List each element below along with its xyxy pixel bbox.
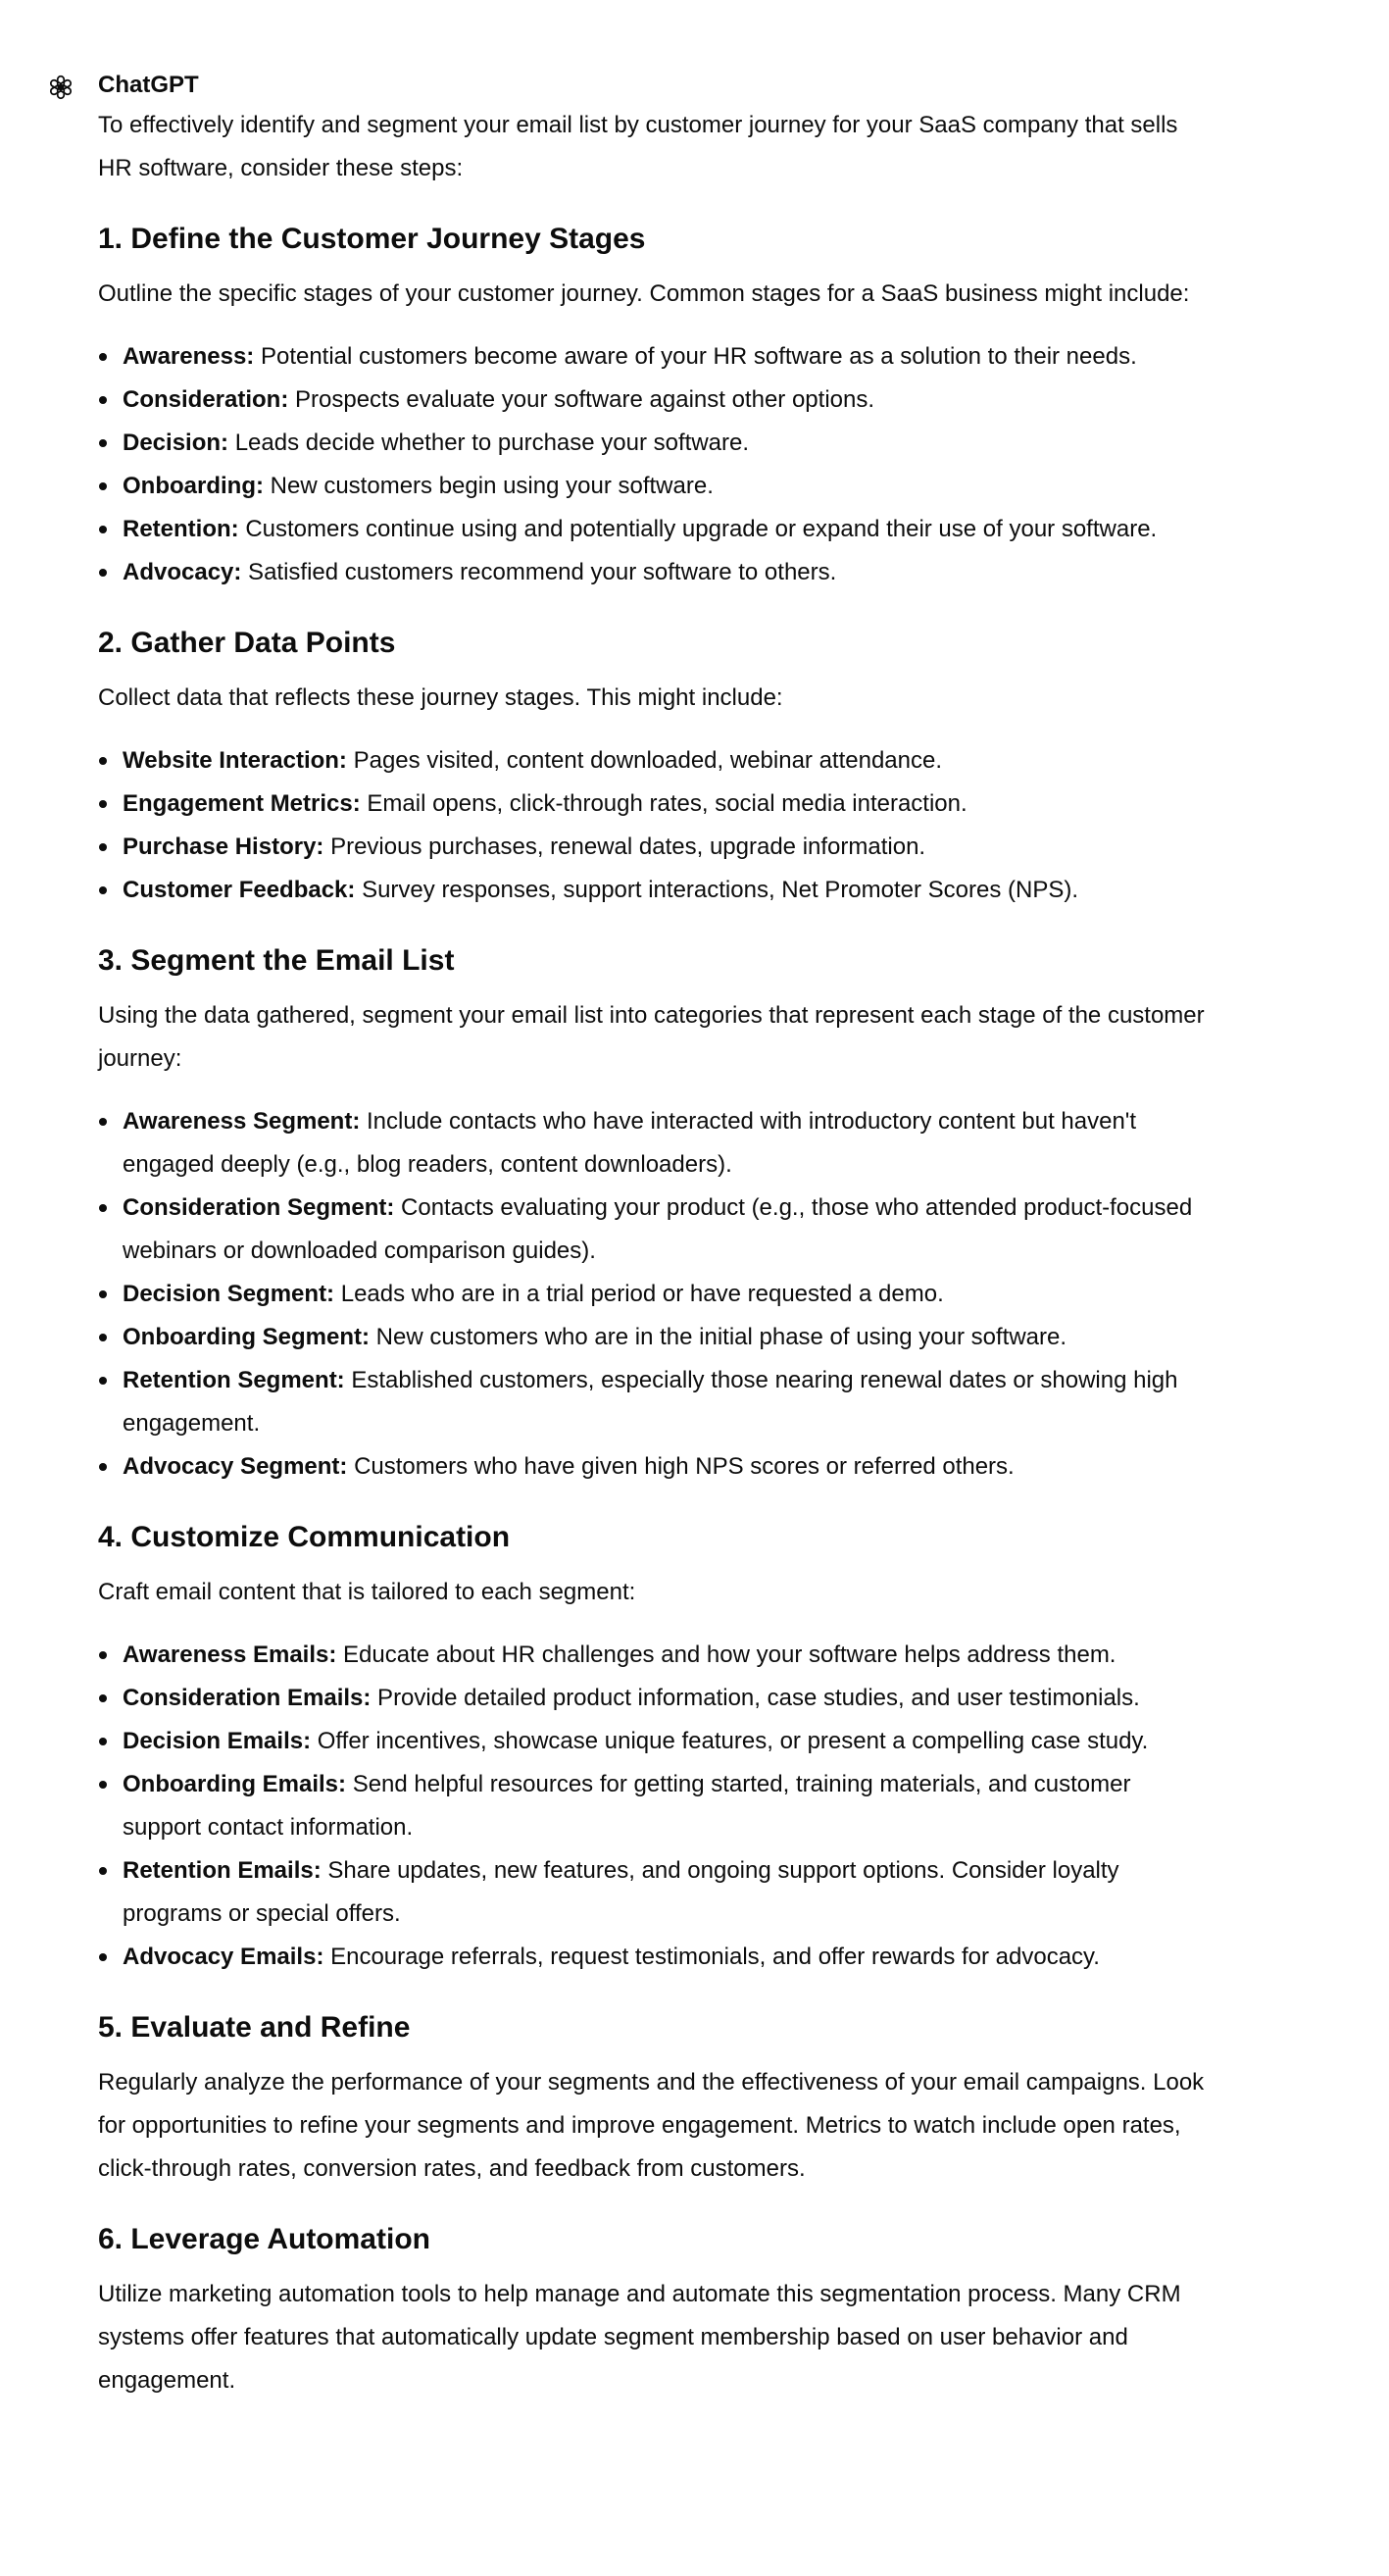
list-item-text: Established customers, especially those nearing renewal dates or showing high engagement. <box>123 1367 1178 1437</box>
list-item-text: Encourage referrals, request testimonials, and offer rewards for advocacy. <box>323 1944 1100 1970</box>
list-item-term: Customer Feedback: <box>123 877 356 903</box>
list-item <box>123 1936 1215 1979</box>
list-item-term: Retention Segment: <box>123 1367 345 1393</box>
list-item-term: Awareness: <box>123 343 255 370</box>
list-item <box>123 551 1215 594</box>
list-item <box>123 422 1215 465</box>
list-item-text: Satisfied customers recommend your software to others. <box>241 559 837 585</box>
list-item <box>123 739 1215 783</box>
bullet-list <box>98 1100 1215 1489</box>
list-item-text: Contacts evaluating your product (e.g., those who attended product-focused webinars or downloaded comparison guides). <box>123 1194 1193 1264</box>
section-heading: 4. Customize Communication <box>98 1521 511 1553</box>
list-item <box>123 1273 1215 1316</box>
list-item-text: Potential customers become aware of your HR software as a solution to their needs. <box>254 343 1137 370</box>
list-item-text: Customers continue using and potentially upgrade or expand their use of your software. <box>238 516 1158 542</box>
list-item <box>123 1720 1215 1763</box>
list-item-text: Survey responses, support interactions, Net Promoter Scores (NPS). <box>355 877 1079 903</box>
openai-logo-icon <box>46 73 75 102</box>
list-item-term: Purchase History: <box>123 833 324 860</box>
list-item-term: Engagement Metrics: <box>123 790 361 817</box>
list-item <box>123 1316 1215 1359</box>
list-item-term: Awareness Emails: <box>123 1642 337 1668</box>
list-item-term: Advocacy Segment: <box>123 1453 348 1480</box>
section-heading: 2. Gather Data Points <box>98 627 396 659</box>
intro-paragraph: To effectively identify and segment your email list by customer journey for your SaaS company that sells HR software, consider these steps: <box>98 112 1178 181</box>
list-item-text: New customers who are in the initial phase of using your software. <box>370 1324 1067 1350</box>
list-item <box>123 869 1215 912</box>
list-item <box>123 1763 1215 1849</box>
list-item-text: Offer incentives, showcase unique features, or present a compelling case study. <box>311 1728 1149 1754</box>
list-item <box>123 1849 1215 1936</box>
section-heading: 6. Leverage Automation <box>98 2223 430 2255</box>
list-item <box>123 379 1215 422</box>
list-item-text: Pages visited, content downloaded, webinar attendance. <box>346 747 943 774</box>
bullet-list <box>98 335 1215 594</box>
list-item-term: Advocacy: <box>123 559 242 585</box>
list-item <box>123 1445 1215 1489</box>
list-item-text: Share updates, new features, and ongoing support options. Consider loyalty programs or special offers. <box>123 1857 1119 1927</box>
list-item <box>123 1359 1215 1445</box>
list-item <box>123 783 1215 826</box>
list-item-term: Website Interaction: <box>123 747 347 774</box>
list-item-text: Educate about HR challenges and how your software helps address them. <box>336 1642 1116 1668</box>
list-item <box>123 1634 1215 1677</box>
list-item-term: Consideration Segment: <box>123 1194 395 1221</box>
list-item <box>123 826 1215 869</box>
list-item-text: New customers begin using your software. <box>263 473 714 499</box>
message-author: ChatGPT <box>98 72 199 98</box>
list-item-term: Advocacy Emails: <box>123 1944 324 1970</box>
section-paragraph: Using the data gathered, segment your email list into categories that represent each stage of the customer journey: <box>98 1002 1205 1072</box>
list-item <box>123 1187 1215 1273</box>
list-item-text: Provide detailed product information, case studies, and user testimonials. <box>371 1685 1140 1711</box>
list-item-text: Include contacts who have interacted with introductory content but haven't engaged deeply (e.g., blog readers, content downloaders). <box>123 1108 1137 1178</box>
list-item-term: Onboarding Segment: <box>123 1324 370 1350</box>
list-item <box>123 465 1215 508</box>
list-item-term: Consideration Emails: <box>123 1685 372 1711</box>
list-item-term: Retention: <box>123 516 239 542</box>
list-item-term: Onboarding: <box>123 473 264 499</box>
section-paragraph: Collect data that reflects these journey stages. This might include: <box>98 684 783 711</box>
bullet-list <box>98 1634 1215 1979</box>
section-paragraph: Outline the specific stages of your customer journey. Common stages for a SaaS business might include: <box>98 280 1190 307</box>
list-item <box>123 508 1215 551</box>
list-item-text: Previous purchases, renewal dates, upgrade information. <box>323 833 926 860</box>
list-item <box>123 335 1215 379</box>
list-item-term: Consideration: <box>123 386 289 413</box>
section-heading: 3. Segment the Email List <box>98 944 455 977</box>
message-content <box>98 104 1215 2402</box>
section-paragraph: Utilize marketing automation tools to help manage and automate this segmentation process. Many CRM systems offer features that automatically update segment membership based on user behavior and engagement. <box>98 2281 1181 2394</box>
list-item-text: Prospects evaluate your software against other options. <box>288 386 875 413</box>
list-item-term: Decision: <box>123 429 229 456</box>
list-item-term: Onboarding Emails: <box>123 1771 347 1797</box>
section-paragraph: Craft email content that is tailored to each segment: <box>98 1579 636 1605</box>
list-item-text: Leads decide whether to purchase your software. <box>228 429 750 456</box>
bullet-list <box>98 739 1215 912</box>
list-item-term: Retention Emails: <box>123 1857 322 1884</box>
list-item-text: Send helpful resources for getting started, training materials, and customer support contact information. <box>123 1771 1131 1841</box>
list-item-text: Customers who have given high NPS scores or referred others. <box>347 1453 1015 1480</box>
list-item-term: Awareness Segment: <box>123 1108 361 1135</box>
list-item <box>123 1100 1215 1187</box>
list-item-term: Decision Segment: <box>123 1281 335 1307</box>
section-heading: 1. Define the Customer Journey Stages <box>98 223 646 255</box>
list-item <box>123 1677 1215 1720</box>
section-heading: 5. Evaluate and Refine <box>98 2011 411 2044</box>
section-paragraph: Regularly analyze the performance of your segments and the effectiveness of your email campaigns. Look for opportunities to refine your segments and improve engagement. Metrics to watch include open rates, click-through rates, conversion rates, and feedback from customers. <box>98 2069 1205 2182</box>
list-item-text: Email opens, click-through rates, social media interaction. <box>360 790 967 817</box>
list-item-text: Leads who are in a trial period or have requested a demo. <box>334 1281 944 1307</box>
list-item-term: Decision Emails: <box>123 1728 312 1754</box>
